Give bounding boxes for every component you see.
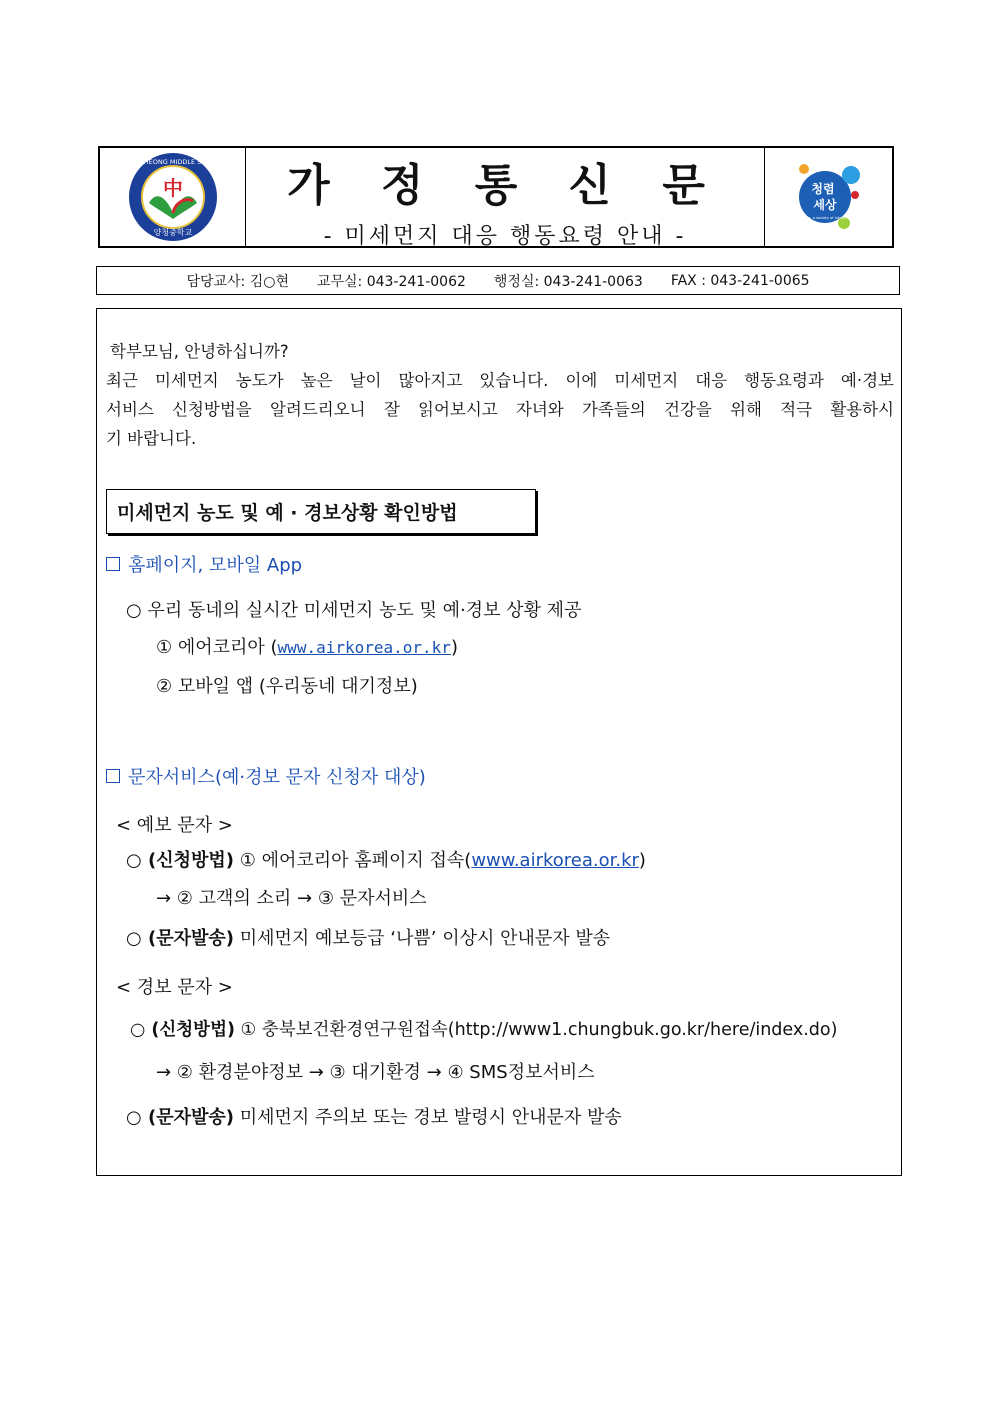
school-logo-bottom-text: 양청중학교 xyxy=(153,228,192,237)
page-title: 가 정 통 신 문 xyxy=(287,159,723,211)
alert-apply-bold: ○ (신청방법) xyxy=(130,1020,235,1040)
school-logo-ring-text: YANGCHEONG MIDDLE SCHOOL xyxy=(120,158,225,166)
forecast-send-text: 미세먼지 예보등급 ‘나쁨’ 이상시 안내문자 발송 xyxy=(233,928,611,949)
logo-text-1: 청렴 xyxy=(810,182,835,196)
homepage-sub-1-prefix: ① 에어코리아 ( xyxy=(156,637,278,658)
integrity-logo-icon xyxy=(789,157,869,237)
forecast-airkorea-link[interactable]: www.airkorea.or.kr xyxy=(471,850,639,871)
svg-text:中: 中 xyxy=(162,176,183,200)
alert-apply xyxy=(130,1016,837,1041)
forecast-send-bold: ○ (문자발송) xyxy=(126,928,234,949)
section-title: 미세먼지 농도 및 예 · 경보상황 확인방법 xyxy=(106,489,536,534)
sms-heading xyxy=(106,763,426,789)
intro-greeting: 학부모님, 안녕하십니까? xyxy=(110,342,289,361)
school-logo-icon xyxy=(120,151,225,243)
alert-send-text: 미세먼지 주의보 또는 경보 발령시 안내문자 발송 xyxy=(233,1107,622,1128)
alert-send xyxy=(126,1103,622,1129)
homepage-sub-1-suffix: ) xyxy=(450,637,458,658)
alert-apply-text: ① 충북보건환경연구원접속(http://www1.chungbuk.go.kr/here/index.do) xyxy=(234,1020,838,1040)
homepage-sub-1 xyxy=(156,633,458,659)
intro-line-1: 최근 미세먼지 농도가 높은 날이 많아지고 있습니다. 이에 미세먼지 대응 행동요령과 예·경보 xyxy=(106,371,894,390)
forecast-send xyxy=(126,924,610,950)
main-content-box xyxy=(96,308,902,1176)
page-subtitle: - 미세먼지 대응 행동요령 안내 - xyxy=(323,223,687,249)
logo-small-text: Korea, a society of integrity xyxy=(799,216,850,220)
letter-header xyxy=(98,146,894,248)
forecast-apply-end: ) xyxy=(638,850,646,871)
intro-line-3: 기 바랍니다. xyxy=(106,429,197,448)
contact-admin: 행정실: 043-241-0063 xyxy=(493,273,643,290)
homepage-sub-2: ② 모바일 앱 (우리동네 대기정보) xyxy=(156,676,418,697)
forecast-apply-cont: → ② 고객의 소리 → ③ 문자서비스 xyxy=(156,888,427,909)
logo-text-2: 세상 xyxy=(812,198,837,212)
airkorea-link[interactable]: www.airkorea.or.kr xyxy=(277,638,451,657)
sms-heading-text: 문자서비스(예·경보 문자 신청자 대상) xyxy=(128,767,426,788)
forecast-apply xyxy=(126,846,646,872)
school-logo-cell xyxy=(100,148,246,246)
title-cell xyxy=(246,148,764,249)
alert-label: < 경보 문자 > xyxy=(116,977,233,998)
forecast-apply-bold: ○ (신청방법) xyxy=(126,850,234,871)
forecast-apply-text: ① 에어코리아 홈페이지 접속( xyxy=(233,850,472,871)
homepage-item: ○ 우리 동네의 실시간 미세먼지 농도 및 예·경보 상황 제공 xyxy=(126,600,582,621)
alert-send-bold: ○ (문자발송) xyxy=(126,1107,234,1128)
alert-apply-cont: → ② 환경분야정보 → ③ 대기환경 → ④ SMS정보서비스 xyxy=(156,1062,595,1083)
intro-line-2: 서비스 신청방법을 알려드리오니 잘 읽어보시고 자녀와 가족들의 건강을 위해 적극 활용하시 xyxy=(106,400,894,419)
square-bullet-icon xyxy=(106,769,120,783)
square-bullet-icon xyxy=(106,557,120,571)
contact-fax: FAX : 043-241-0065 xyxy=(670,272,810,289)
contact-bar xyxy=(96,266,900,295)
contact-teacher: 담당교사: 김○현 xyxy=(186,273,289,290)
forecast-label: < 예보 문자 > xyxy=(116,815,233,836)
homepage-heading-text: 홈페이지, 모바일 App xyxy=(128,555,303,576)
integrity-logo-cell xyxy=(764,148,892,246)
contact-office: 교무실: 043-241-0062 xyxy=(316,273,466,290)
homepage-heading xyxy=(106,551,302,577)
